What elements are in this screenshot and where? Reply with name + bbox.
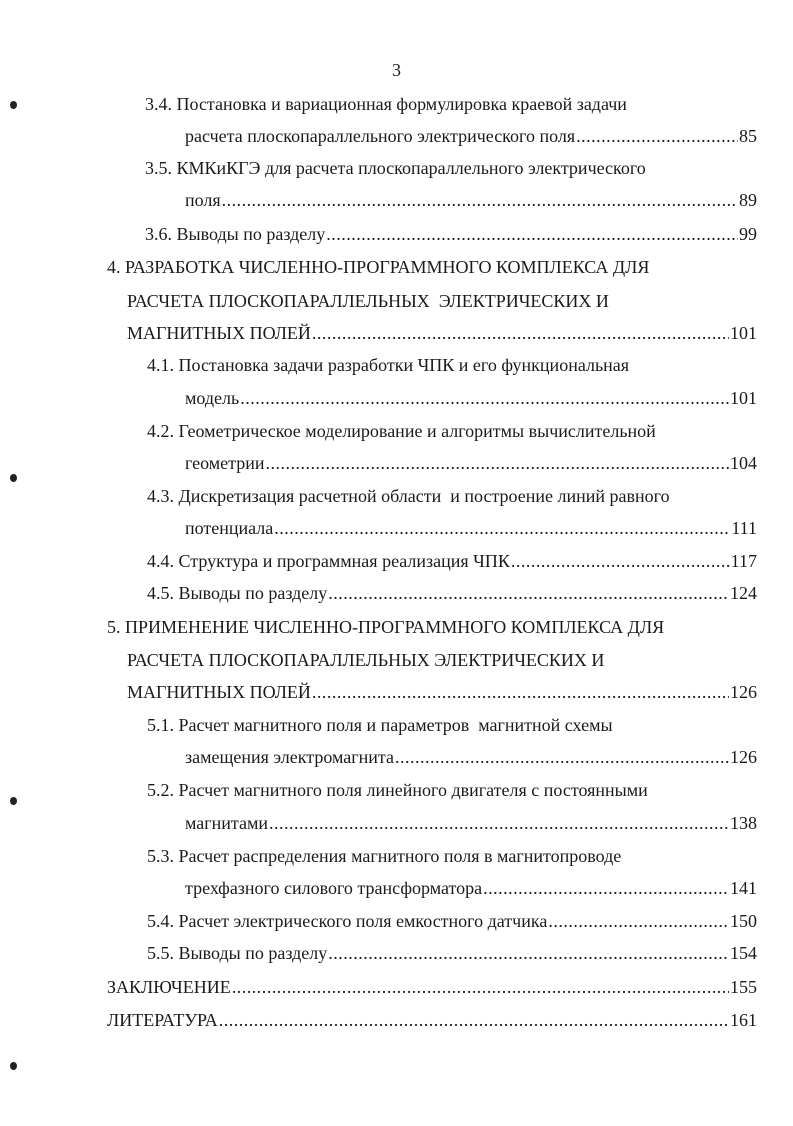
toc-leader-dots	[222, 184, 738, 216]
toc-entry-title: 3.4. Постановка и вариационная формулировка краевой задачи	[145, 94, 627, 114]
toc-leader-dots	[483, 872, 729, 904]
toc-page-number: 111	[731, 518, 757, 538]
toc-entry-3-4-line1[interactable]	[145, 88, 627, 120]
toc-leader-dots	[576, 120, 738, 152]
toc-leader-dots	[326, 218, 738, 250]
toc-entry-4-1-line1[interactable]	[147, 349, 629, 381]
toc-chapter-5-line3[interactable]	[127, 676, 757, 708]
toc-entry-4-3-line1[interactable]	[147, 480, 670, 512]
toc-entry-4-1-line2[interactable]	[185, 382, 757, 414]
toc-page-number: 150	[730, 911, 757, 931]
toc-entry-title: 4.2. Геометрическое моделирование и алгоритмы вычислительной	[147, 421, 656, 441]
toc-chapter-4-line2[interactable]	[127, 285, 609, 317]
toc-entry-5-5[interactable]	[147, 937, 757, 969]
toc-leader-dots	[312, 317, 729, 349]
toc-entry-5-2-line2[interactable]	[185, 807, 757, 839]
toc-entry-5-1-line2[interactable]	[185, 741, 757, 773]
toc-leader-dots	[511, 545, 730, 577]
toc-entry-title: 5.1. Расчет магнитного поля и параметров магнитной схемы	[147, 715, 613, 735]
toc-entry-title: 4.4. Структура и программная реализация ЧПК	[147, 551, 510, 571]
toc-entry-3-6[interactable]	[145, 218, 757, 250]
toc-chapter-5-line2[interactable]	[127, 644, 604, 676]
margin-hole-mark	[10, 101, 17, 109]
toc-leader-dots	[219, 1004, 729, 1036]
toc-leader-dots	[232, 971, 729, 1003]
toc-entry-3-4-line2[interactable]	[185, 120, 757, 152]
margin-hole-mark	[10, 474, 17, 482]
toc-chapter-title: МАГНИТНЫХ ПОЛЕЙ	[127, 682, 311, 702]
toc-chapter-title: 4. РАЗРАБОТКА ЧИСЛЕННО-ПРОГРАММНОГО КОМПЛЕКСА ДЛЯ	[107, 257, 650, 277]
toc-entry-title: потенциала	[185, 518, 274, 538]
toc-page-number: 154	[730, 943, 757, 963]
toc-chapter-title: РАСЧЕТА ПЛОСКОПАРАЛЛЕЛЬНЫХ ЭЛЕКТРИЧЕСКИХ И	[127, 291, 609, 311]
toc-entry-5-2-line1[interactable]	[147, 774, 648, 806]
toc-leader-dots	[266, 447, 729, 479]
toc-entry-4-2-line2[interactable]	[185, 447, 757, 479]
toc-entry-4-4[interactable]	[147, 545, 757, 577]
toc-page-number: 138	[730, 813, 757, 833]
toc-entry-title: поля	[185, 190, 221, 210]
toc-entry-title: ЛИТЕРАТУРА	[107, 1010, 218, 1030]
toc-page-number: 101	[730, 323, 757, 343]
toc-entry-5-3-line2[interactable]	[185, 872, 757, 904]
toc-entry-title: ЗАКЛЮЧЕНИЕ	[107, 977, 231, 997]
toc-leader-dots	[328, 577, 729, 609]
toc-page-number: 161	[730, 1010, 757, 1030]
toc-leader-dots	[274, 512, 730, 544]
toc-chapter-5-line1[interactable]	[107, 611, 664, 643]
toc-page-number: 85	[739, 126, 757, 146]
toc-page-number: 124	[730, 583, 757, 603]
toc-leader-dots	[395, 741, 729, 773]
toc-entry-title: 5.4. Расчет электрического поля емкостного датчика	[147, 911, 548, 931]
toc-entry-4-3-line2[interactable]	[185, 512, 757, 544]
toc-chapter-title: РАСЧЕТА ПЛОСКОПАРАЛЛЕЛЬНЫХ ЭЛЕКТРИЧЕСКИХ И	[127, 650, 605, 670]
toc-references[interactable]	[107, 1004, 757, 1036]
toc-page-number: 89	[739, 190, 757, 210]
toc-entry-title: замещения электромагнита	[185, 747, 394, 767]
toc-chapter-4-line1[interactable]	[107, 251, 649, 283]
toc-entry-title: 3.6. Выводы по разделу	[145, 224, 326, 244]
toc-entry-title: 5.5. Выводы по разделу	[147, 943, 328, 963]
toc-leader-dots	[269, 807, 729, 839]
toc-page-number: 104	[730, 453, 757, 473]
page-number: 3	[392, 60, 401, 80]
toc-conclusion[interactable]	[107, 971, 757, 1003]
toc-page-number: 126	[730, 747, 757, 767]
toc-chapter-4-line3[interactable]	[127, 317, 757, 349]
toc-entry-3-5-line2[interactable]	[185, 184, 757, 216]
toc-page-number: 141	[730, 878, 757, 898]
toc-entry-title: трехфазного силового трансформатора	[185, 878, 483, 898]
toc-page-number: 99	[739, 224, 757, 244]
toc-entry-4-2-line1[interactable]	[147, 415, 656, 447]
toc-entry-4-5[interactable]	[147, 577, 757, 609]
toc-page-number: 117	[730, 551, 757, 571]
toc-entry-title: модель	[185, 388, 240, 408]
toc-chapter-title: МАГНИТНЫХ ПОЛЕЙ	[127, 323, 311, 343]
toc-entry-title: 3.5. КМКиКГЭ для расчета плоскопараллельного электрического	[145, 158, 646, 178]
toc-leader-dots	[240, 382, 729, 414]
toc-leader-dots	[548, 905, 729, 937]
toc-page-number: 101	[730, 388, 757, 408]
margin-hole-mark	[10, 797, 17, 805]
toc-leader-dots	[328, 937, 729, 969]
toc-chapter-title: 5. ПРИМЕНЕНИЕ ЧИСЛЕННО-ПРОГРАММНОГО КОМПЛЕКСА ДЛЯ	[107, 617, 665, 637]
toc-entry-title: магнитами	[185, 813, 269, 833]
toc-leader-dots	[312, 676, 729, 708]
toc-entry-title: 5.3. Расчет распределения магнитного поля в магнитопроводе	[147, 846, 622, 866]
toc-entry-title: 4.1. Постановка задачи разработки ЧПК и его функциональная	[147, 355, 630, 375]
toc-entry-3-5-line1[interactable]	[145, 152, 646, 184]
toc-page-number: 126	[730, 682, 757, 702]
toc-entry-5-1-line1[interactable]	[147, 709, 613, 741]
toc-entry-title: геометрии	[185, 453, 265, 473]
toc-entry-title: 4.3. Дискретизация расчетной области и построение линий равного	[147, 486, 670, 506]
toc-entry-5-3-line1[interactable]	[147, 840, 621, 872]
toc-entry-title: 4.5. Выводы по разделу	[147, 583, 328, 603]
toc-entry-title: расчета плоскопараллельного электрического поля	[185, 126, 576, 146]
toc-entry-title: 5.2. Расчет магнитного поля линейного двигателя с постоянными	[147, 780, 648, 800]
toc-page-number: 155	[730, 977, 757, 997]
toc-entry-5-4[interactable]	[147, 905, 757, 937]
margin-hole-mark	[10, 1062, 17, 1070]
